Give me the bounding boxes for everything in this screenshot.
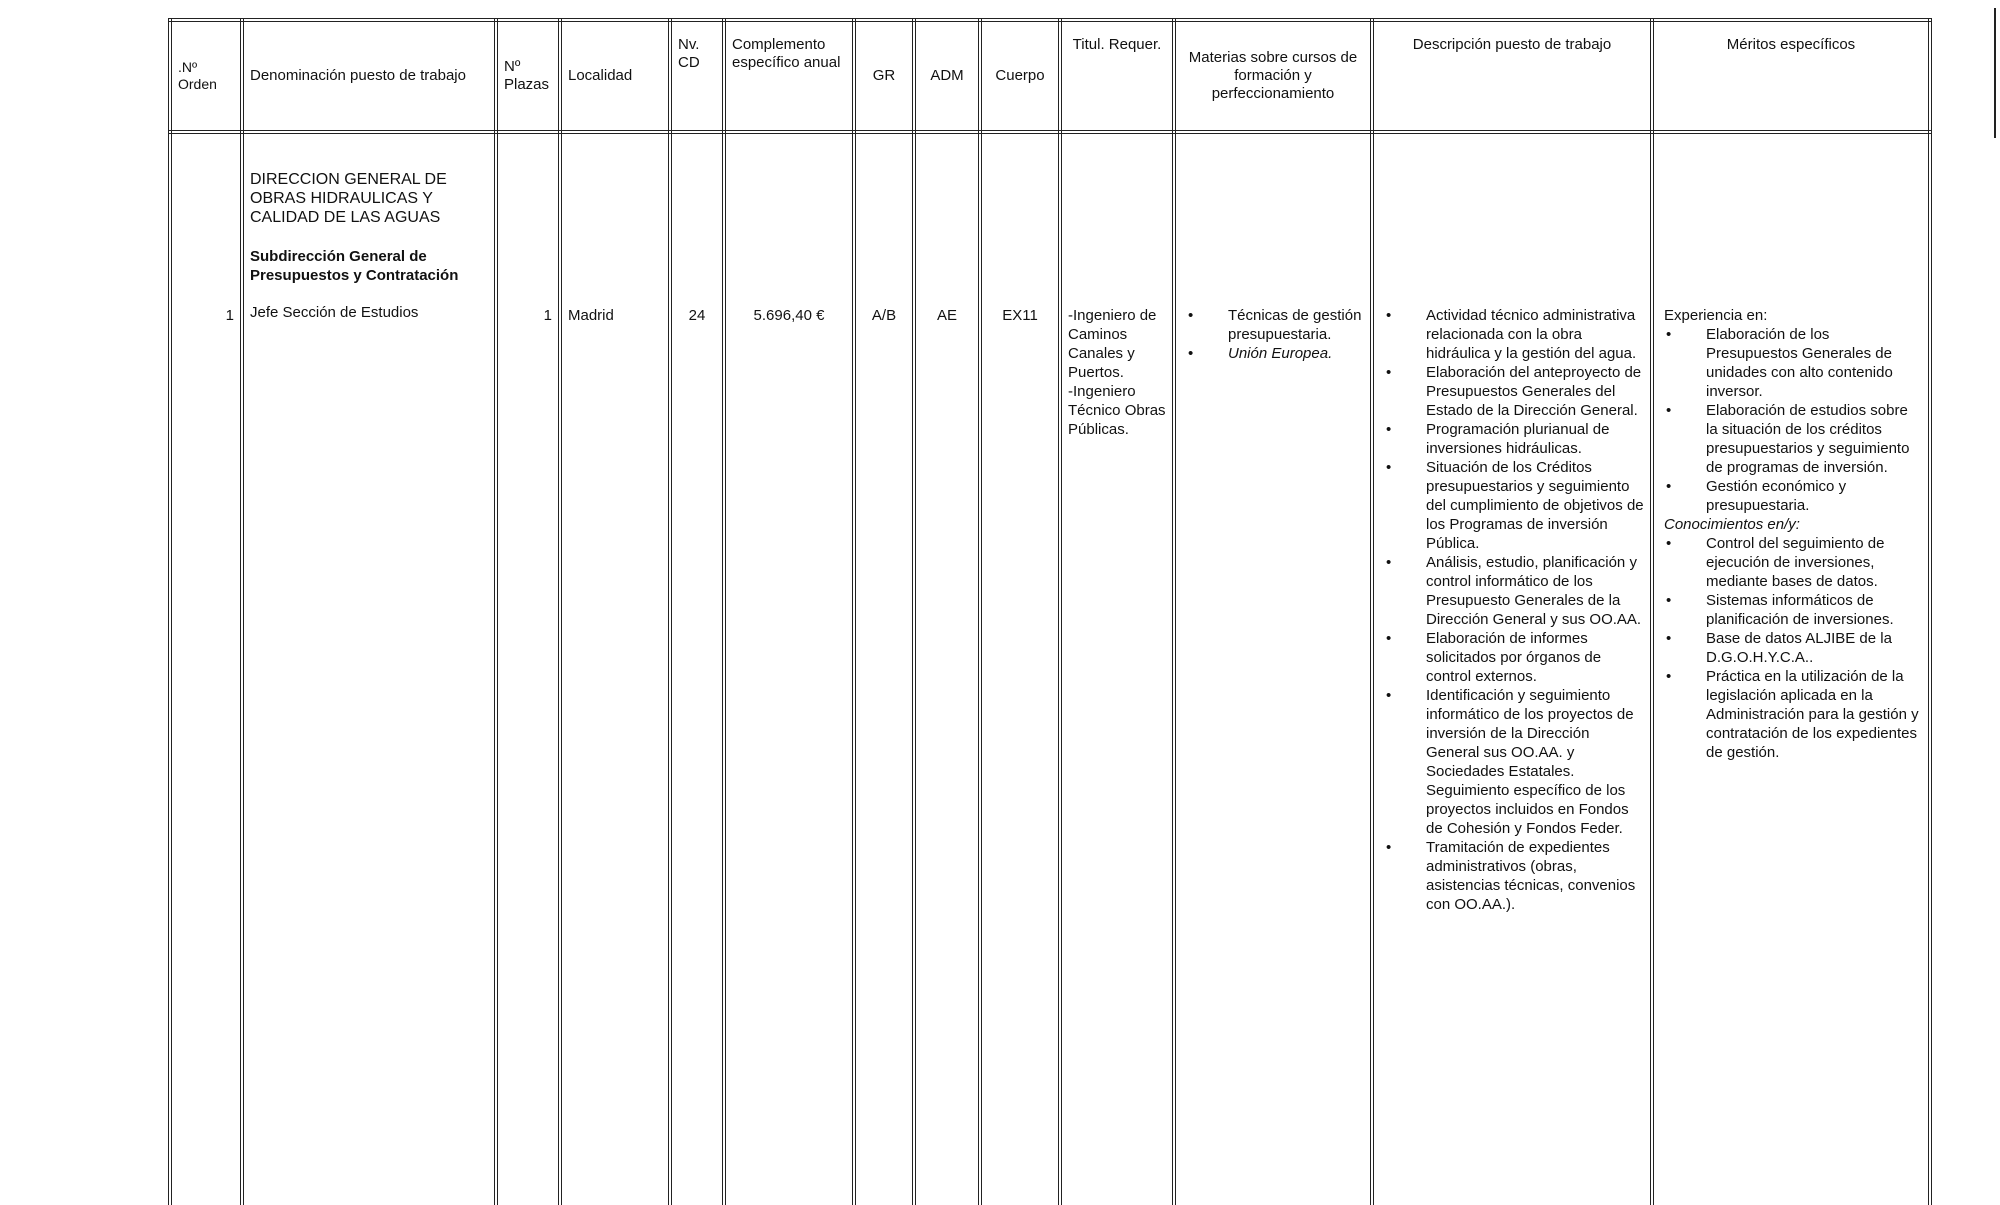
list-item: [1384, 420, 1644, 458]
merito-text: Gestión económico y presupuestaria.: [1706, 478, 1847, 514]
row-plazas: 1: [543, 307, 552, 324]
list-item: [1384, 458, 1644, 553]
cell-plazas: [496, 132, 560, 1205]
row-orden: 1: [225, 307, 234, 324]
section-subdireccion: Subdirección General de Presupuestos y Contratación: [250, 248, 459, 284]
cell-meritos: [1652, 132, 1930, 1205]
list-item: [1186, 344, 1364, 363]
row-complemento: 5.696,40 €: [753, 307, 825, 324]
row-nivel: 24: [688, 307, 706, 324]
cell-materias: [1174, 132, 1372, 1205]
materia-text: Unión Europea.: [1228, 345, 1333, 362]
cell-adm: [914, 132, 980, 1205]
titulacion-item: -Ingeniero Técnico Obras Públicas.: [1068, 383, 1166, 438]
list-item: [1384, 838, 1644, 914]
conocimientos-label: Conocimientos en/y:: [1664, 516, 1800, 533]
bullet-icon: •: [1666, 592, 1672, 609]
bullet-icon: •: [1386, 687, 1392, 704]
row-cuerpo: EX11: [1002, 307, 1038, 324]
cell-localidad: [560, 132, 670, 1205]
bullet-icon: •: [1188, 345, 1194, 362]
descripcion-text: Actividad técnico administrativa relacionada con la obra hidráulica y la gestión del agua.: [1426, 307, 1637, 362]
header-complemento: Complemento específico anual: [724, 20, 854, 132]
descripcion-text: Tramitación de expedientes administrativos (obras, asistencias técnicas, convenios con OO.AA.).: [1426, 839, 1636, 913]
table-header-row: [170, 20, 1930, 132]
materia-text: Técnicas de gestión presupuestaria.: [1228, 307, 1362, 343]
merito-text: Elaboración de estudios sobre la situación de los créditos presupuestarios y seguimiento de programas de inversión.: [1706, 402, 1910, 476]
list-item: [1664, 629, 1922, 667]
materias-list: [1186, 306, 1364, 363]
bullet-icon: •: [1666, 478, 1672, 495]
list-item: [1664, 534, 1922, 591]
merito-text: Base de datos ALJIBE de la D.G.O.H.Y.C.A..: [1706, 630, 1892, 666]
descripcion-text: Elaboración de informes solicitados por órganos de control externos.: [1426, 630, 1602, 685]
section-direccion: DIRECCION GENERAL DE OBRAS HIDRAULICAS Y CALIDAD DE LAS AGUAS: [250, 171, 447, 226]
list-item: [1664, 667, 1922, 762]
header-plazas: Nº Plazas: [496, 20, 560, 132]
bullet-icon: •: [1386, 839, 1392, 856]
header-denominacion: Denominación puesto de trabajo: [242, 20, 496, 132]
list-item: [1664, 591, 1922, 629]
header-cuerpo: Cuerpo: [980, 20, 1060, 132]
job-positions-table: [168, 18, 1932, 1205]
cell-complemento: [724, 132, 854, 1205]
bullet-icon: •: [1666, 535, 1672, 552]
list-item: [1384, 629, 1644, 686]
conocimientos-list: [1664, 534, 1922, 762]
row-denominacion: Jefe Sección de Estudios: [250, 304, 419, 321]
header-orden: .Nº Orden: [170, 20, 242, 132]
cell-denominacion: [242, 132, 496, 1205]
header-localidad: Localidad: [560, 20, 670, 132]
scan-edge-line: [1994, 8, 1996, 138]
header-titul: Titul. Requer.: [1060, 20, 1174, 132]
merito-text: Control del seguimiento de ejecución de inversiones, mediante bases de datos.: [1706, 535, 1885, 590]
header-meritos: Méritos específicos: [1652, 20, 1930, 132]
descripcion-text: Elaboración del anteproyecto de Presupuestos Generales del Estado de la Dirección General.: [1426, 364, 1642, 419]
merito-text: Práctica en la utilización de la legislación aplicada en la Administración para la gestión y contratación de los expedientes de gestión.: [1706, 668, 1919, 761]
bullet-icon: •: [1386, 630, 1392, 647]
list-item: [1384, 306, 1644, 363]
cell-titulacion: [1060, 132, 1174, 1205]
bullet-icon: •: [1666, 402, 1672, 419]
row-localidad: Madrid: [568, 307, 614, 324]
merito-text: Sistemas informáticos de planificación de inversiones.: [1706, 592, 1894, 628]
merito-text: Elaboración de los Presupuestos Generales de unidades con alto contenido inversor.: [1706, 326, 1893, 400]
list-item: [1664, 401, 1922, 477]
cell-cuerpo: [980, 132, 1060, 1205]
header-nivel: Nv. CD: [670, 20, 724, 132]
bullet-icon: •: [1386, 554, 1392, 571]
cell-gr: [854, 132, 914, 1205]
experiencia-list: [1664, 325, 1922, 515]
list-item: [1186, 306, 1364, 344]
list-item: [1664, 477, 1922, 515]
experiencia-label: Experiencia en:: [1664, 307, 1768, 324]
titulacion-item: -Ingeniero de Caminos Canales y Puertos.: [1068, 307, 1157, 381]
descripcion-text: Situación de los Créditos presupuestarios y seguimiento del cumplimiento de objetivos de los Programas de inversión Pública.: [1426, 459, 1644, 552]
cell-nivel: [670, 132, 724, 1205]
header-adm: ADM: [914, 20, 980, 132]
list-item: [1384, 363, 1644, 420]
bullet-icon: •: [1188, 307, 1194, 324]
descripcion-text: Análisis, estudio, planificación y control informático de los Presupuesto Generales de la Dirección General y sus OO.AA.: [1426, 554, 1642, 628]
header-materias: Materias sobre cursos de formación y perfeccionamiento: [1174, 20, 1372, 132]
row-adm: AE: [936, 307, 957, 324]
header-descripcion: Descripción puesto de trabajo: [1372, 20, 1652, 132]
table-row: [170, 132, 1930, 1205]
cell-orden: [170, 132, 242, 1205]
list-item: [1664, 325, 1922, 401]
bullet-icon: •: [1386, 364, 1392, 381]
descripcion-list: [1384, 306, 1644, 914]
bullet-icon: •: [1666, 630, 1672, 647]
bullet-icon: •: [1386, 459, 1392, 476]
descripcion-text: Identificación y seguimiento informático de los proyectos de inversión de la Dirección General sus OO.AA. y Sociedades Estatales. Seguimiento específico de los proyectos incluidos en Fondos de Cohesión y Fondos Feder.: [1426, 687, 1634, 837]
bullet-icon: •: [1386, 421, 1392, 438]
row-gr: A/B: [871, 307, 897, 324]
bullet-icon: •: [1666, 668, 1672, 685]
list-item: [1384, 553, 1644, 629]
list-item: [1384, 686, 1644, 838]
bullet-icon: •: [1666, 326, 1672, 343]
cell-descripcion: [1372, 132, 1652, 1205]
header-gr: GR: [854, 20, 914, 132]
descripcion-text: Programación plurianual de inversiones hidráulicas.: [1426, 421, 1610, 457]
bullet-icon: •: [1386, 307, 1392, 324]
